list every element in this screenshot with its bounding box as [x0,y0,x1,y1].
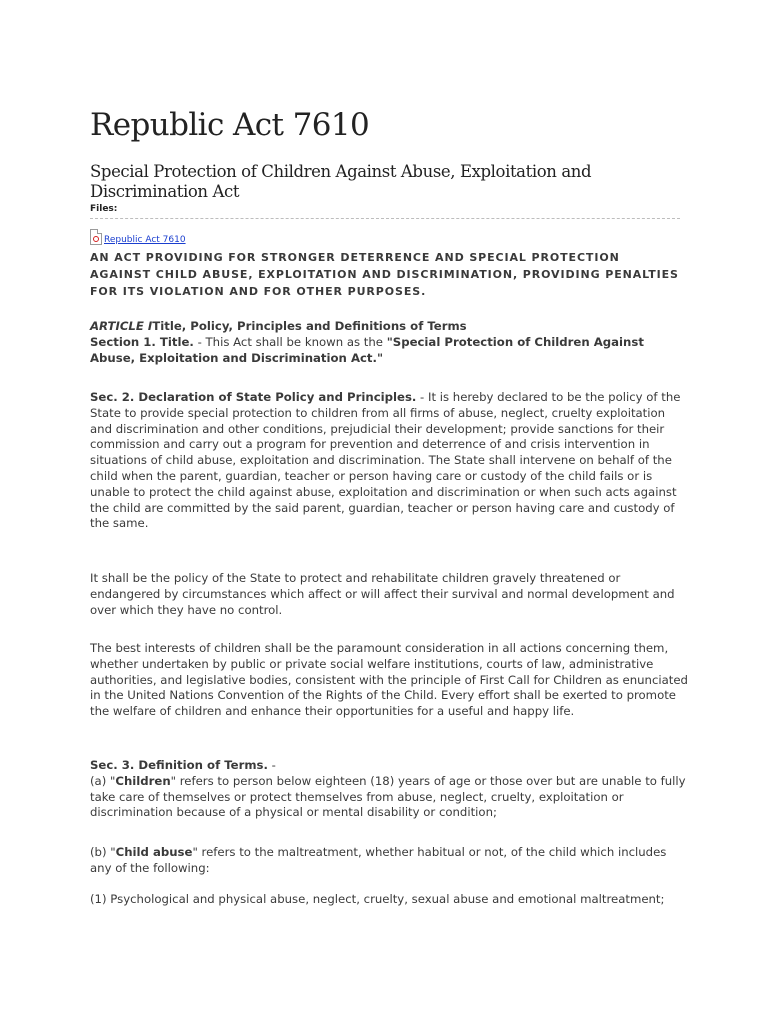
files-label: Files: [90,204,118,214]
pdf-file-icon[interactable] [90,229,102,245]
definition-a-term: Children [115,773,171,788]
section-3-dash: - [267,758,276,772]
file-attachment[interactable] [90,227,186,245]
definition-b-prefix: (b) " [90,845,116,859]
section-2-paragraph [90,390,690,532]
section-1-text: - This Act shall be known as the [193,334,387,349]
section-1-heading: Section 1. Title. [90,334,194,349]
section-3-heading: Sec. 3. Definition of Terms. [90,758,268,772]
section-1-act-name: "Special Protection of Children Against Abuse, Exploitation and Discrimination Act." [90,334,644,365]
file-download-link[interactable]: Republic Act 7610 [104,235,186,245]
section-2-text: - It is hereby declared to be the policy of the State to provide special protection to children from all firms of abuse, neglect, cruelty exploitation and discrimination and other conditions, prejudicial their development; provide sanctions for their commission and carry out a program for prevention and deterrence of and crisis intervention in situations of child abuse, exploitation and discrimination. The State shall intervene on behalf of the child when the parent, guardian, teacher or person having care or custody of the child fails or is unable to protect the child against abuse, exploitation and discrimination or when such acts against the child are committed by the said parent, guardian, teacher or person having care and custody of the same. [90,390,681,531]
definition-b-paragraph [90,845,690,877]
section-2-heading: Sec. 2. Declaration of State Policy and Principles. [90,390,417,404]
article-1-section-1 [90,319,690,366]
definition-a-prefix: (a) " [90,773,116,788]
article-title: Title, Policy, Principles and Definitions of Terms [152,319,467,333]
article-label: ARTICLE I [90,319,153,333]
definition-b-item-1: (1) Psychological and physical abuse, neglect, cruelty, sexual abuse and emotional maltreatment; [90,892,665,906]
divider [90,218,680,219]
definition-b-text: " refers to the maltreatment, whether habitual or not, of the child which includes any of the following: [90,845,667,875]
definition-a-text: " refers to person below eighteen (18) years of age or those over but are unable to fully take care of themselves or protect themselves from abuse, neglect, cruelty, exploitation or discrimination because of a physical or mental disability or condition; [90,773,686,820]
section-3-paragraph [90,758,690,821]
document-subtitle: Special Protection of Children Against Abuse, Exploitation and Discrimination Act [90,162,592,201]
definition-b-term: Child abuse [115,845,193,859]
document-title: Republic Act 7610 [90,107,370,143]
section-2-paragraph-2: It shall be the policy of the State to protect and rehabilitate children gravely threatened or endangered by circumstances which affect or will affect their survival and normal development and over which they have no control. [90,571,675,617]
act-heading: AN ACT PROVIDING FOR STRONGER DETERRENCE AND SPECIAL PROTECTION AGAINST CHILD ABUSE, EXPLOITATION AND DISCRIMINATION, PROVIDING PENALTIES FOR ITS VIOLATION AND FOR OTHER PURPOSES. [90,251,679,298]
section-2-paragraph-3: The best interests of children shall be the paramount consideration in all actions concerning them, whether undertaken by public or private social welfare institutions, courts of law, administrative authorities, and legislative bodies, consistent with the principle of First Call for Children as enunciated in the United Nations Convention of the Rights of the Child. Every effort shall be exerted to promote the welfare of children and enhance their opportunities for a useful and happy life. [90,641,688,719]
